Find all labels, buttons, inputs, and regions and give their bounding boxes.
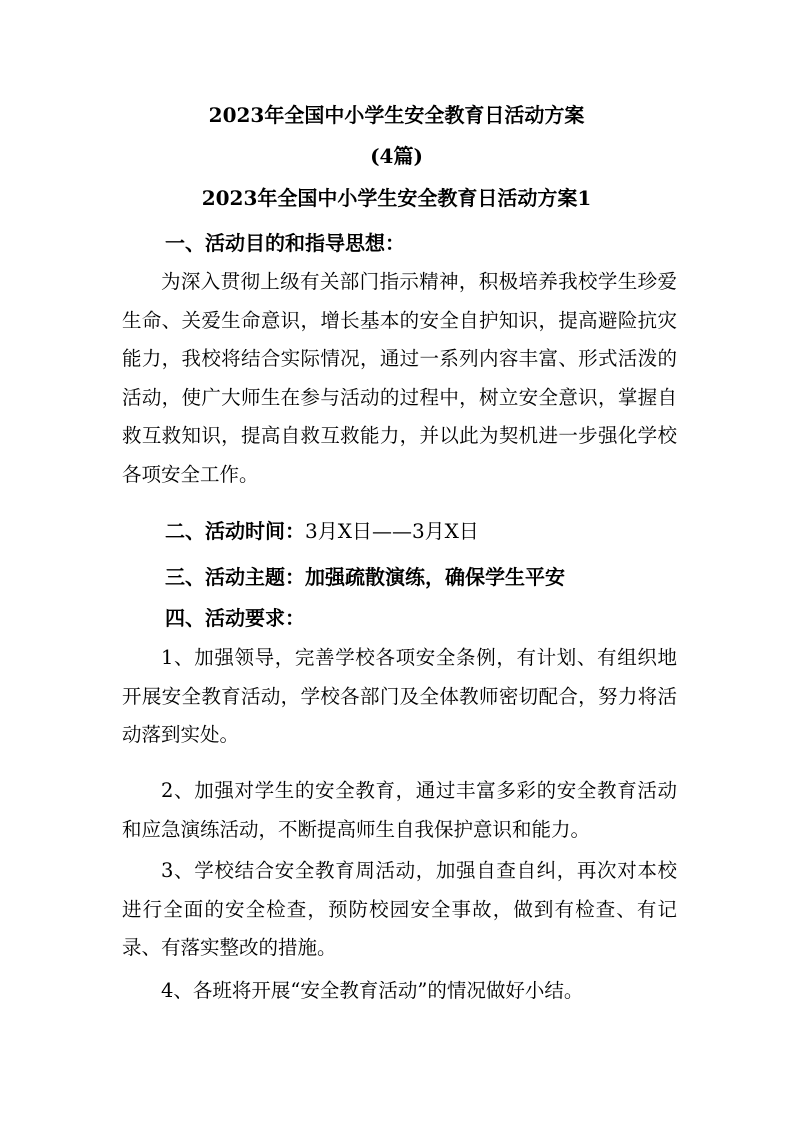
document-subtitle: 2023年全国中小学生安全教育日活动方案1	[201, 186, 592, 210]
section-label-time: 二、活动时间：	[165, 519, 305, 543]
section-value-time: 3月X日——3月X日	[305, 519, 479, 543]
requirement-item-3: 3、学校结合安全教育周活动，加强自查自纠，再次对本校进行全面的安全检查，预防校园安全事故，做到有检查、有记录、有落实整改的措施。	[122, 859, 677, 959]
section-heading-requirements: 四、活动要求：	[165, 606, 305, 630]
requirement-item-1: 1、加强领导，完善学校各项安全条例，有计划、有组织地开展安全教育活动，学校各部门及全体教师密切配合，努力将活动落到实处。	[122, 646, 677, 746]
section-heading-theme: 三、活动主题：加强疏散演练，确保学生平安	[165, 565, 565, 589]
requirement-item-2: 2、加强对学生的安全教育，通过丰富多彩的安全教育活动和应急演练活动，不断提高师生自我保护意识和能力。	[122, 779, 677, 841]
requirement-item-4: 4、各班将开展“安全教育活动”的情况做好小结。	[161, 979, 584, 1002]
document-title: 2023年全国中小学生安全教育日活动方案	[208, 103, 585, 127]
section-body-purpose: 为深入贯彻上级有关部门指示精神，积极培养我校学生珍爱生命、关爱生命意识，增长基本的安全自护知识，提高避险抗灾能力，我校将结合实际情况，通过一系列内容丰富、形式活泼的活动，使广大师生在参与活动的过程中，树立安全意识，掌握自救互救知识，提高自救互救能力，并以此为契机进一步强化学校各项安全工作。	[122, 270, 677, 486]
section-heading-purpose: 一、活动目的和指导思想：	[165, 231, 405, 255]
section-heading-time	[165, 517, 479, 545]
document-title-count: (4篇)	[370, 144, 423, 168]
